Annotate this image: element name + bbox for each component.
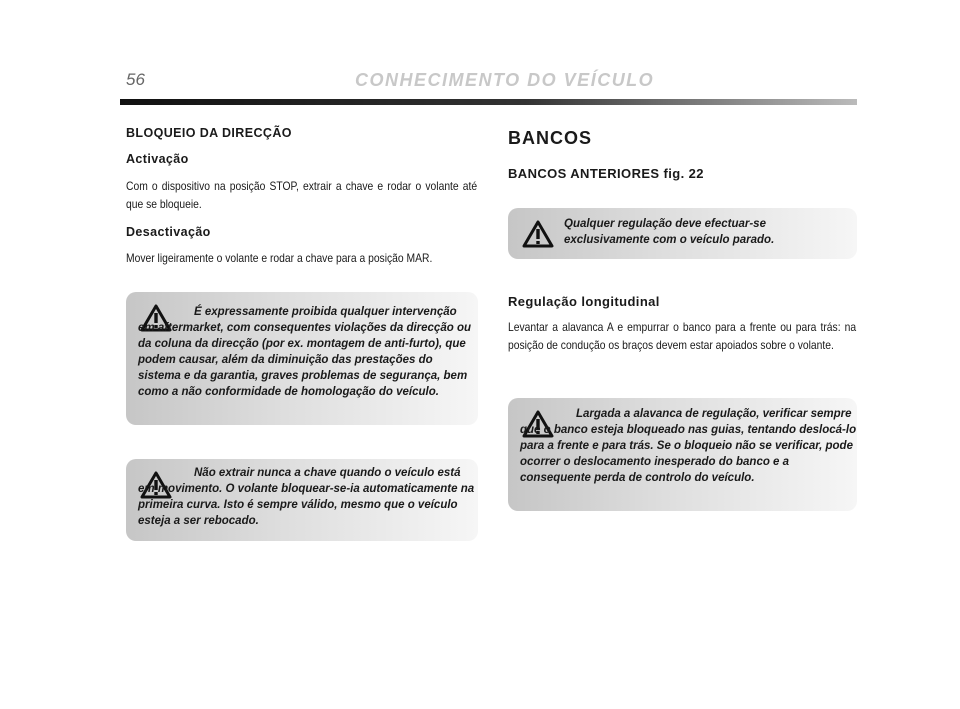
longitudinal-title: Regulação longitudinal [508, 294, 660, 309]
warning-box-aftermarket [126, 292, 478, 425]
header-rule [120, 99, 857, 105]
warning-box-key [126, 459, 478, 541]
activation-text: Com o dispositivo na posição STOP, extrair a chave e rodar o volante até que se bloqueie. [126, 179, 478, 211]
activation-title: Activação [126, 152, 189, 166]
warning-box-lever [508, 398, 857, 511]
deactivation-title: Desactivação [126, 225, 211, 239]
deactivation-text: Mover ligeiramente o volante e rodar a chave para a posição MAR. [126, 251, 433, 265]
front-seats-title: BANCOS ANTERIORES fig. 22 [508, 166, 704, 181]
steering-lock-title: BLOQUEIO DA DIRECÇÃO [126, 126, 292, 140]
warning-text-key: Não extrair nunca a chave quando o veículo está em movimento. O volante bloquear-se-ia automaticamente na primeira curva. Isto é sempre válido, mesmo que o veículo esteja a ser rebocado. [138, 467, 475, 527]
warning-text-lever: Largada a alavanca de regulação, verificar sempre que o banco esteja bloqueado nas guias, tentando deslocá-lo para a frente e para trás. Se o bloqueio não se verificar, pode ocorrer o deslocamento inesperado do banco e a consequente perda de controlo do veículo. [520, 408, 857, 484]
header-title: CONHECIMENTO DO VEÍCULO [355, 70, 655, 90]
warning-text-aftermarket: É expressamente proibida qualquer intervenção em aftermarket, com consequentes violações da direcção ou da coluna da direcção (por ex. montagem de anti-furto), que podem causar, além da diminuição das prestações do sistema e da garantia, graves problemas de segurança, bem como a não conformidade de homologação do veículo. [138, 306, 471, 398]
warning-box-adjustment [508, 208, 857, 259]
warning-triangle-icon [522, 220, 554, 248]
seats-title: BANCOS [508, 128, 593, 148]
warning-text-adjustment: Qualquer regulação deve efectuar-se exclusivamente com o veículo parado. [564, 218, 775, 246]
page-number: 56 [126, 70, 145, 89]
longitudinal-text: Levantar a alavanca A e empurrar o banco para a frente ou para trás: na posição de condução os braços devem estar apoiados sobre o volante. [508, 320, 857, 352]
